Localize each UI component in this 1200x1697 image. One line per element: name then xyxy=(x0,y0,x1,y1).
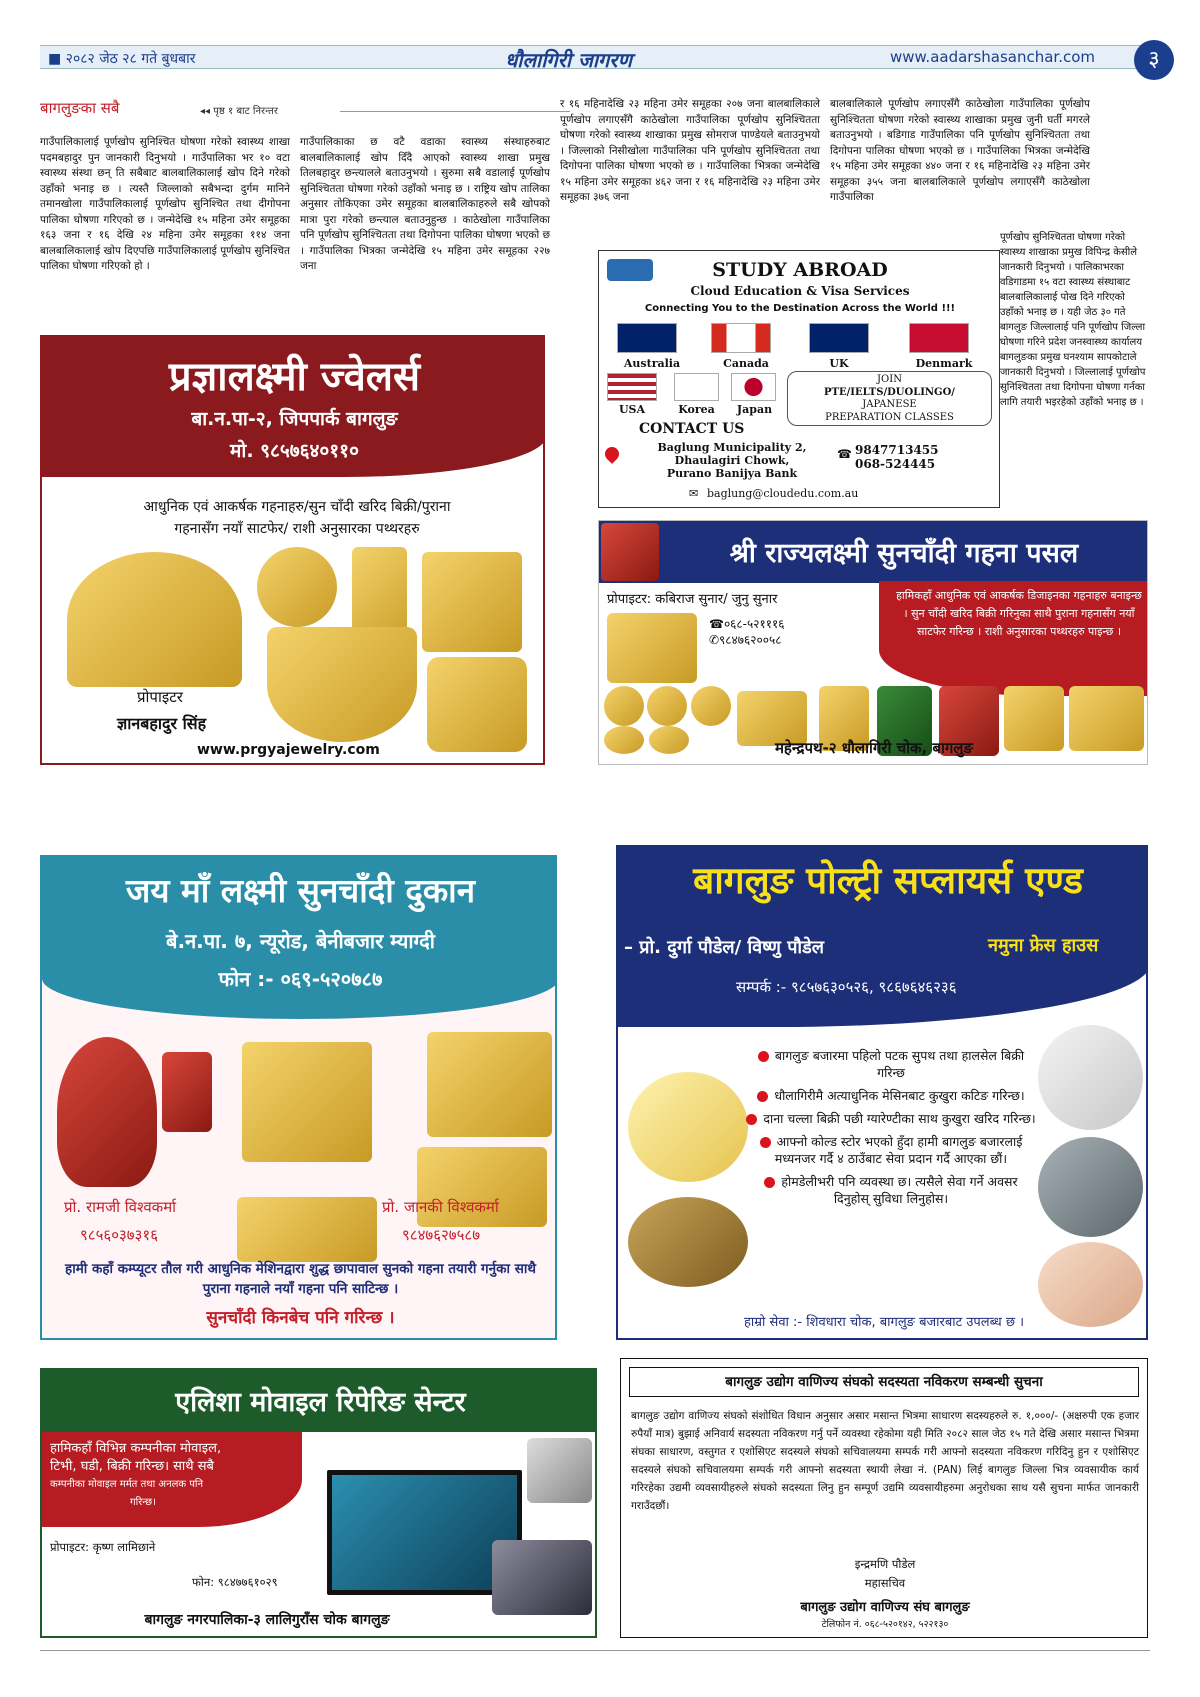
rajya-title: श्री राज्यलक्ष्मी सुनचाँदी गहना पसल xyxy=(729,538,1079,569)
notice-title: बागलुङ उद्योग वाणिज्य संघको सदस्यता नविकरण सम्बन्धी सुचना xyxy=(629,1367,1139,1397)
alisha-desc-4: गरिन्छ। xyxy=(130,1497,156,1508)
jai-phone[interactable]: फोन :- ०६९-५२०७८७ xyxy=(218,967,383,991)
poultry-bullet-4: आफ्नो कोल्ड स्टोर भएको हुँदा हामी बागलुङ बजारलाई मध्यनजर गर्दै ४ ठाउँबाट सेवा प्रदान गर्दै आएका छौं। xyxy=(746,1133,1036,1167)
delivery-truck-image xyxy=(1038,1025,1143,1130)
rajya-phone-2[interactable]: ✆९८४७६२००५८ xyxy=(709,633,782,647)
canada-flag-icon xyxy=(711,323,771,353)
study-email[interactable]: baglung@cloudedu.com.au xyxy=(707,487,859,500)
fish-image xyxy=(1038,1137,1143,1237)
poultry-title: बागलुङ पोल्ट्री सप्लायर्स एण्ड xyxy=(693,859,1083,902)
poultry-brand: नमुना फ्रेस हाउस xyxy=(988,935,1099,956)
ad-prajna-address: बा.न.पा-२, जिपपार्क बागलुङ xyxy=(191,408,398,430)
poultry-bullet-2: धौलागिरीमै अत्याधुनिक मेसिनबाट कुखुरा कटिङ गरिन्छ। xyxy=(746,1087,1036,1104)
jai-desc: हामी कहाँ कम्प्यूटर तौल गरी आधुनिक मेशिनद्वारा शुद्ध छापावाल सुनको गहना तयारी गर्नुका साथै पुराना गहनाले नयाँ गहना पनि साटिन्छ । xyxy=(65,1261,536,1297)
ad-jai-ma-laxmi xyxy=(40,855,557,1340)
ad-prajna-phone: मो. ९८५७६४०११० xyxy=(230,440,359,462)
study-subtitle: Cloud Education & Visa Services xyxy=(690,284,910,298)
ring-1-image xyxy=(604,686,644,726)
bullet-icon xyxy=(760,1137,771,1148)
page-number: ३ xyxy=(1134,40,1174,80)
notice-org: बागलुङ उद्योग वाणिज्य संघ बागलुङ xyxy=(800,1600,970,1615)
uk-flag-icon xyxy=(809,323,869,353)
article-column-1: गाउँपालिकालाई पूर्णखोप सुनिश्चित घोषणा गरेको स्वास्थ्य शाखा पदमबहादुर पुन जानकारी दिनुभयो । गाउँपालिका भर १० वटा स्वास्थ्य संस्था छन् ति सबैबाट बालबालिकालाई खोप दिने गरेको उहाँको भनाइ छ । त्यस्तै जिल्लाको सबैभन्दा दुर्गम मानिने तमानखोला गाउँपालिकालाई पूर्णखोप सुनिश्चित तथा दीगोपना पालिका घोषणा गरिएको छ । जन्मेदेखि १५ महिना उमेर समूहका १६३ जना र १६ देखि २४ महिना उमेर समूहका ११४ जना बालबालिकालाई खोप दिएपछि गाउँपालिकालाई पूर्णखोप सुनिश्चित पालिका घोषणा गरिएको हो । xyxy=(40,136,290,272)
article-column-5: पूर्णखोप सुनिश्चितता घोषणा गरेको स्वास्थ्य शाखाका प्रमुख विपिन्द्र केसीले जानकारी दिनुभयो । पालिकाभरका वडिगाडमा १५ वटा स्वास्थ्य संस्थाबाट बालबालिकालाई पोख दिने गरिएको उहाँको भनाइ छ । यही जेठ ३० गते बागलुङ जिल्लालाई पनि पूर्णखोप जिल्ला घोषणा गरिने प्रदेश जनस्वास्थ्य कार्यालय बागलुङका प्रमुख घनश्याम सापकोटाले जानकारी दिनुभयो । जिल्लालाई पूर्णखोप सुनिश्चितता तथा दिगोपना घोषणा गर्नका लागि तयारी भइरहेको उहाँको भनाइ छ । xyxy=(1000,232,1146,408)
usa-flag-icon xyxy=(607,373,657,401)
alisha-desc-1: हामिकहाँ विभिन्न कम्पनीका मोवाइल, xyxy=(50,1441,222,1456)
notice-telephone: टेलिफोन नं. ०६८-५२०१४२, ५२२१३० xyxy=(821,1619,949,1630)
earrings-image xyxy=(422,552,522,652)
rajya-desc: हामिकहाँ आधुनिक एवं आकर्षक डिजाइनका गहनाहरु बनाइन्छ । सुन चाँदी खरिद बिक्री गरिनुका साथै पुराना गहनासँग नयाँ साटफेर गरिन्छ । राशी अनुसारका पथ्थरहरु पाइन्छ । xyxy=(896,589,1142,638)
notice-role: महासचिव xyxy=(864,1576,906,1590)
phone-icon: ☎ xyxy=(837,447,852,461)
article-column-2: गाउँपालिकाका छ वटै वडाका स्वास्थ्य संस्थाहरुबाट बालबालिकालाई खोप दिँदै आएको स्वास्थ्य शाखा प्रमुख तिलबहादुर छन्त्यालले बताउनुभयो । सुरुमा सबै वडालाई पूर्णखोप सुनिश्चितता घोषणा गरेको उहाँको भनाइ छ । राष्ट्रिय खोप तालिका अनुसार तोकिएका उमेर समूहका बालबालिकाहरुले सबै खोपको मात्रा पुरा गरेको छन्त्याल बताउनुहुन्छ । काठेखोला गाउँपालिका पनि पूर्णखोप सुनिश्चितता तथा दिगोपना पालिका घोषणा भएको छ । गाउँपालिका भित्रका जन्मेदेखि १५ महिना उमेर समूहका २२७ जना xyxy=(300,136,550,272)
feed-grain-image xyxy=(628,1197,748,1287)
korea-flag-icon xyxy=(674,373,719,401)
alisha-phone[interactable]: फोन: ९८४७७६१०२९ xyxy=(192,1575,278,1589)
bullet-icon xyxy=(764,1177,775,1188)
header-website[interactable]: www.aadarshasanchar.com xyxy=(890,48,1096,66)
header-date: ■ २०८२ जेठ २८ गते बुधबार xyxy=(48,51,196,67)
bullet-icon xyxy=(757,1091,768,1102)
ad-prajna-desc-1: आधुनिक एवं आकर्षक गहनाहरु/सुन चाँदी खरिद बिक्री/पुराना xyxy=(143,499,451,515)
article-heading: बागलुङका सबै xyxy=(40,99,120,117)
jai-footer: सुनचाँदी किनबेच पनि गरिन्छ । xyxy=(206,1308,395,1328)
poultry-contact[interactable]: सम्पर्क :- ९८५७६३०५२६, ९८६७६४६२३६ xyxy=(736,978,957,996)
ad-study-abroad xyxy=(598,250,1000,508)
poultry-footer: हाम्रो सेवा :- शिवधारा चोक, बागलुङ बजारबाट उपलब्ध छ । xyxy=(743,1315,1024,1330)
study-address-2: Dhaulagiri Chowk, xyxy=(674,454,790,467)
join-label: JOIN xyxy=(877,374,902,385)
big-ring-image xyxy=(427,657,527,752)
gold-set-image xyxy=(607,613,697,683)
country-usa: USA xyxy=(618,403,646,416)
poultry-bullet-3: दाना चल्ला बिक्री पछी ग्यारेण्टीका साथ कुखुरा खरिद गरिन्छ। xyxy=(746,1110,1036,1127)
alisha-title: एलिशा मोवाइल रिपेरिङ सेन्टर xyxy=(175,1387,466,1418)
country-korea: Korea xyxy=(678,403,715,416)
poultry-bullet-1: बागलुङ बजारमा पहिलो पटक सुपथ तथा हालसेल बिक्री गरिन्छ xyxy=(746,1047,1036,1081)
australia-flag-icon xyxy=(617,323,677,353)
notice-signer: इन्द्रमणि पौडेल xyxy=(854,1557,916,1571)
bullet-icon xyxy=(746,1114,757,1125)
coral-bangle-image xyxy=(162,1052,212,1132)
study-phone-2[interactable]: 068-524445 xyxy=(855,457,936,471)
goddess-image xyxy=(601,523,659,581)
notice-box xyxy=(620,1358,1148,1638)
ad-poultry xyxy=(616,845,1148,1340)
ad-prajna-prop-label: प्रोपाइटर xyxy=(137,688,183,706)
jai-title: जय माँ लक्ष्मी सुनचाँदी दुकान xyxy=(125,871,476,910)
prep-classes-box xyxy=(787,371,992,426)
join-classes: PREPARATION CLASSES xyxy=(825,411,954,423)
bullet-icon xyxy=(758,1051,769,1062)
rajya-phone-1[interactable]: ☎०६८-५२१११६ xyxy=(709,617,785,631)
ad-prajna-title: प्रज्ञालक्ष्मी ज्वेलर्स xyxy=(168,354,421,400)
jai-prop1-phone[interactable]: ९८५६०३७३१६ xyxy=(80,1226,159,1244)
country-denmark: Denmark xyxy=(915,357,973,370)
alisha-desc-3: कम्पनीका मोवाइल मर्मत तथा अनलक पनि xyxy=(50,1479,204,1490)
country-japan: Japan xyxy=(736,403,773,416)
ring-2-image xyxy=(647,686,687,726)
ad-prajna-prop-name: ज्ञानबहादुर सिंह xyxy=(117,714,207,733)
ad-prajna-website[interactable]: www.prgyajewelry.com xyxy=(197,742,380,758)
denmark-flag-icon xyxy=(909,323,969,353)
newspaper-logo: धौलागिरी जागरण xyxy=(505,48,632,72)
country-canada: Canada xyxy=(723,357,769,370)
ad-rajyalaxmi xyxy=(598,520,1148,765)
necklace-image xyxy=(67,552,242,687)
contact-us-label: CONTACT US xyxy=(639,421,745,437)
jai-address: बे.न.पा. ७, न्यूरोड, बेनीबजार म्याग्दी xyxy=(166,929,435,953)
chicks-image xyxy=(628,1072,748,1182)
jai-prop1-name: प्रो. रामजी विश्वकर्मा xyxy=(64,1198,177,1216)
study-title: STUDY ABROAD xyxy=(712,259,888,281)
footer-rule xyxy=(40,1650,1150,1651)
location-pin-icon xyxy=(602,444,622,464)
jai-prop2-name: प्रो. जानकी विश्वकर्मा xyxy=(382,1198,499,1216)
alisha-prop: प्रोपाइटर: कृष्ण लामिछाने xyxy=(50,1540,156,1554)
rajya-address: महेन्द्रपथ-२ धौलागिरी चोक, बागलुङ xyxy=(774,739,974,757)
ring-3-image xyxy=(691,686,731,726)
coral-necklace-image xyxy=(57,1037,157,1187)
ad-alisha-mobile xyxy=(40,1368,597,1638)
continued-note: ◂◂ पृष्ठ १ बाट निरन्तर xyxy=(200,106,278,117)
ring-image xyxy=(257,547,337,627)
smartwatch-image xyxy=(527,1438,592,1503)
article-column-3: र १६ महिनादेखि २३ महिना उमेर समूहका २०७ जना बालबालिकाले पूर्णखोप लगाएसँगै काठेखोला गाउँपालिका पूर्णखोप सुनिश्चितता घोषणा गरेको स्वास्थ्य शाखाका प्रमुख सोमराज पाण्डेयले बताउनुभयो । जिल्लाको निसीखोला गाउँपालिका पनि पूर्णखोप सुनिश्चितता तथा दिगोपना पालिका घोषणा भएको छ । गाउँपालिका भित्रका जन्मेदेखि १५ महिना उमेर समूहका ४६२ जना र १६ महिनादेखि २३ महिना उमेर समूहका ३७६ जना xyxy=(560,98,820,203)
ad-prajna-desc-2: गहनासँग नयाँ साटफेर/ राशी अनुसारका पथ्थरहरु xyxy=(174,521,420,537)
jhumka-image xyxy=(427,1032,552,1137)
choker-image xyxy=(267,627,417,742)
rajya-prop: प्रोपाइटर: कबिराज सुनार/ जुनु सुनार xyxy=(607,592,778,607)
alisha-desc-2: टिभी, घडी, बिक्री गरिन्छ। साथै सबै xyxy=(50,1459,214,1474)
notice-body: बागलुङ उद्योग वाणिज्य संघको संशोधित विधान अनुसार असार मसान्त भित्रमा साधारण सदस्यहरुले रु. १,०००/- (अक्षरुपी एक हजार रुपैयाँ मात्र) बुझाई अनिवार्य सदस्यता नविकरण गर्नु पर्ने व्यवस्था रहेकोमा यही मिति २०८२ साल जेठ १५ गते देखि असार मसान्त भित्रमा संघका साधारण, वस्तुगत र एशोसिएट सदस्यले संघको सचिवालयमा सम्पर्क गरी आफ्नो सदस्यता नविकरण गरिदिनु हुन र एशोसिएट सदस्यले संघको सचिवालयमा सम्पर्क गरी आफ्नो सदस्यता स्थायी लेखा नं. (PAN) लिई बागलुङ जिल्ला भित्र व्यवसायीक कार्य गरिरहेका उद्यमी व्यवसायीहरुले संघको सदस्यता लिनु हुन सम्पूर्ण उद्यमि व्यवसायीहरुमा अनुरोधका साथ यसै सुचना मार्फत जानकारी गराउँदछौं। xyxy=(631,1410,1139,1512)
email-icon: ✉ xyxy=(689,487,699,500)
gold-bars-image xyxy=(237,1197,377,1262)
study-tagline: Connecting You to the Destination Across the World !!! xyxy=(644,303,956,314)
poultry-props: – प्रो. दुर्गा पौडेल/ विष्णु पौडेल xyxy=(624,937,824,958)
gold-necklace-set-image xyxy=(242,1042,372,1162)
article-column-4: बालबालिकाले पूर्णखोप लगाएसँगै काठेखोला गाउँपालिका पूर्णखोप सुनिश्चितता घोषणा गरेको स्वास्थ्य शाखाका प्रमुख जुनी घर्ती मगरले बताउनुभयो । बडिगाड गाउँपालिका पनि पूर्णखोप सुनिश्चितता तथा दिगोपना पालिका घोषणा भएको छ । गाउँपालिका भित्रका जन्मेदेखि १५ महिना उमेर समूहका ४४० जना र १६ महिनादेखि २३ महिना उमेर समूहका ३५५ जना बालबालिकाले पूर्णखोप लगाएसँगै काठेखोला गाउँपालिका xyxy=(830,98,1090,203)
jai-prop2-phone[interactable]: ९८४७६२७५८७ xyxy=(402,1226,481,1244)
divider xyxy=(340,111,570,112)
country-australia: Australia xyxy=(623,357,681,370)
poultry-bullet-5: होमडेलीभरी पनि व्यवस्था छ। त्यसैले सेवा गर्ने अवसर दिनुहोस् सुविधा लिनुहोस। xyxy=(746,1173,1036,1207)
study-address-3: Purano Banijya Bank xyxy=(666,467,798,480)
smartphones-image xyxy=(492,1540,592,1615)
ad-prajna-jewellers xyxy=(40,335,545,765)
study-address-1: Baglung Municipality 2, xyxy=(657,441,807,454)
japan-flag-icon xyxy=(731,373,776,401)
country-uk: UK xyxy=(829,357,849,370)
join-exams: PTE/IELTS/DUOLINGO/ xyxy=(824,386,955,398)
join-japanese: JAPANESE xyxy=(862,399,917,410)
alisha-address: बागलुङ नगरपालिका-३ लालिगुराँस चोक बागलुङ xyxy=(144,1612,390,1628)
study-phone-1[interactable]: 9847713455 xyxy=(855,443,939,457)
